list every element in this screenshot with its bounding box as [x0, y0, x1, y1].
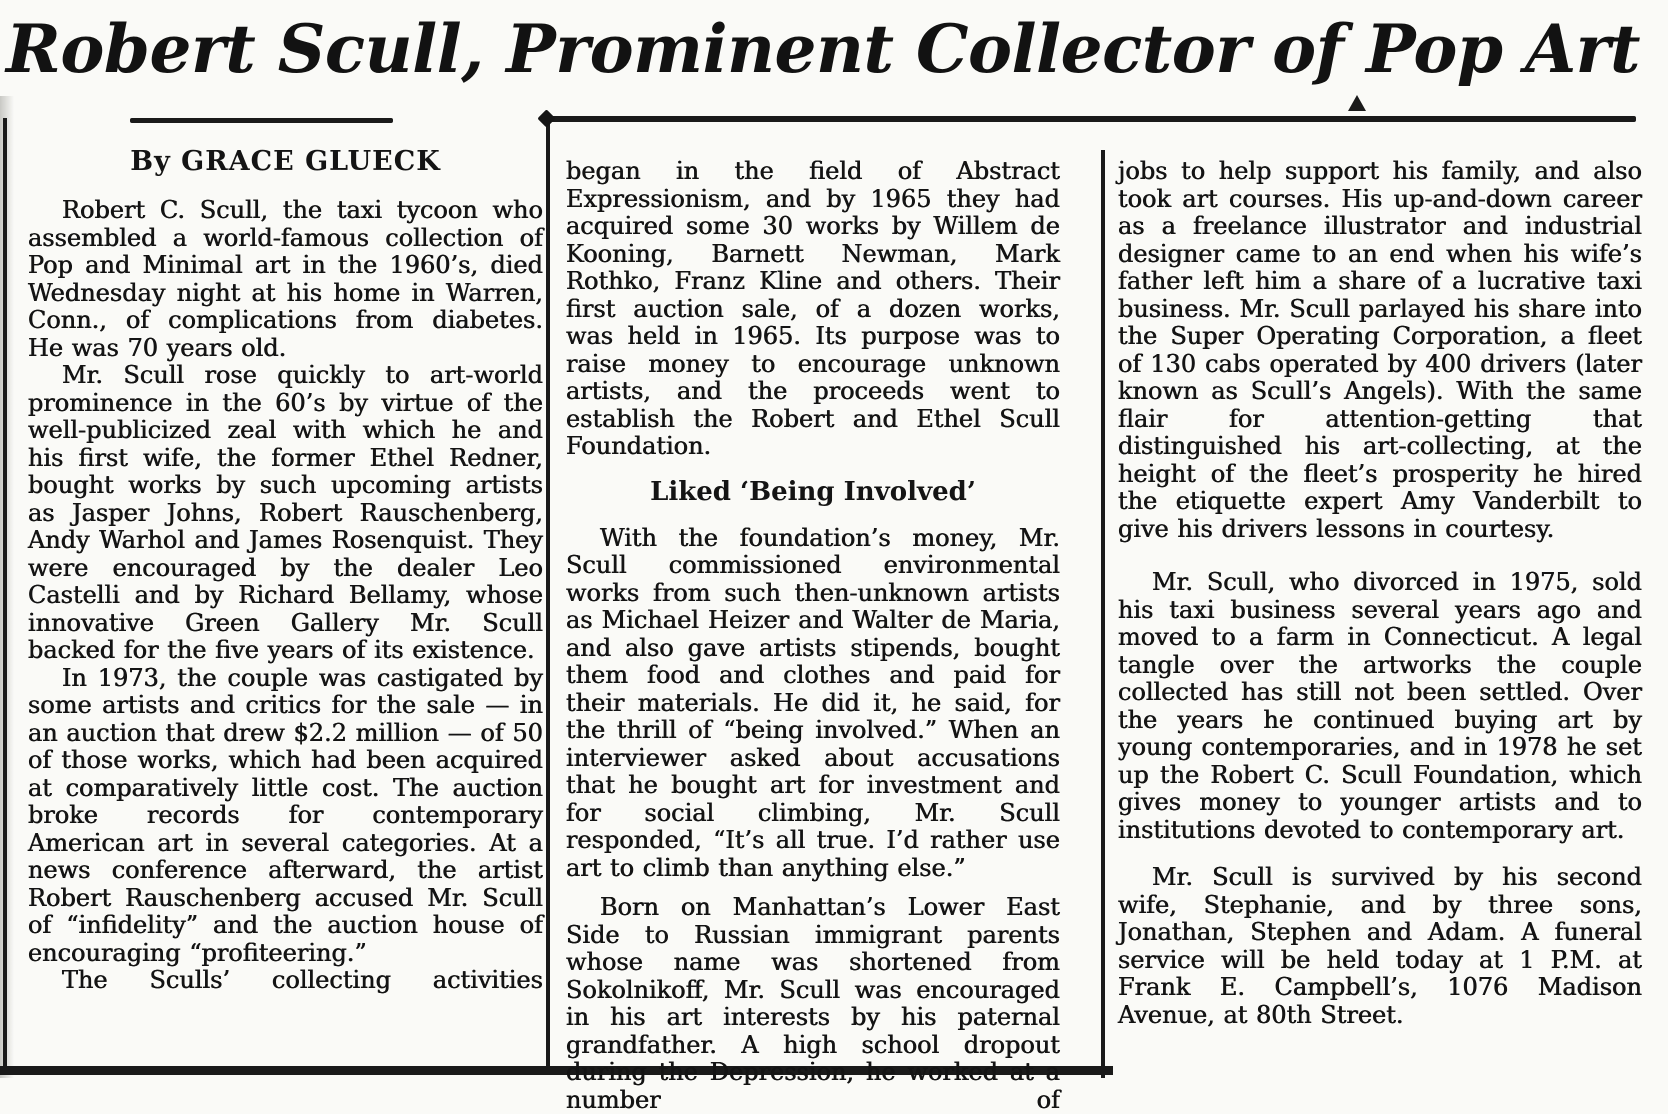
paragraph-continues: The Sculls’ collecting activities — [62, 966, 543, 994]
left-border-rule — [3, 118, 7, 1068]
paragraph: Mr. Scull rose quickly to art-world prominence in the 60’s by virtue of the well-publicized zeal with which he and his first wife, the former Ethel Redner, bought works by such upcoming artists as Jasper Johns, Robert Rauschenberg, Andy Warhol and James Rosenquist. They were encouraged by the dealer Leo Castelli and by Richard Bellamy, whose innovative Green Gallery Mr. Scull backed for the five years of its existence. — [28, 361, 543, 664]
paragraph-survivors: Mr. Scull is survived by his second wife, Stephanie, and by three sons, Jonathan, Stephen and Adam. A funeral service will be held today at 1 P.M. at Frank E. Campbell’s, 1076 Madison Avenue, at 80th Street. — [1118, 863, 1642, 1029]
paragraph-continuation: began in the field of Abstract Expressionism, and by 1965 they had acquired some 30 works by Willem de Kooning, Barnett Newman, Mark Rothko, Franz Kline and others. Their first auction sale, of a dozen works, was held in 1965. Its purpose was to raise money to encourage unknown artists, and the proceeds went to establish the Robert and Ethel Scull Foundation. — [566, 157, 1060, 460]
column-divider-2 — [1101, 150, 1105, 1078]
section-subhead: Liked ‘Being Involved’ — [650, 476, 976, 507]
paragraph: In 1973, the couple was castigated by some artists and critics for the sale — in an auction that drew $2.2 million — of 50 of those works, which had been acquired at comparatively little cost. The auction broke records for contemporary American art in several categories. At a news conference afterward, the artist Robert Rauschenberg accused Mr. Scull of “infidelity” and the auction house of encouraging “profiteering.” — [28, 663, 543, 967]
paragraph-intro: Robert C. Scull, the taxi tycoon who assembled a world-famous collection of Pop and Minimal art in the 1960’s, died Wednesday night at his home in Warren, Conn., of complications from diabetes. He was 70 years old. — [28, 196, 543, 362]
article-column-1 — [28, 146, 543, 995]
paragraph: With the foundation’s money, Mr. Scull commissioned environmental works from such then-unknown artists as Michael Heizer and Walter de Maria, and also gave artists stipends, bought them food and clothes and paid for their materials. He did it, he said, for the thrill of “being involved.” When an interviewer asked about accusations that he bought art for investment and for social climbing, Mr. Scull responded, “It’s all true. I’d rather use art to climb than anything else.” — [566, 523, 1060, 882]
article-column-3 — [1118, 158, 1642, 1029]
headline: Robert Scull, Prominent Collector of Pop Art — [6, 10, 1640, 88]
paragraph-continues: Born on Manhattan’s Lower East Side to Russian immigrant parents whose name was shortened from Sokolnikoff, Mr. Scull was encouraged in his art interests by his paternal grandfather. A high school dropout during the Depression, he worked at a number of — [566, 893, 1060, 1114]
divider-top-ornament — [537, 109, 555, 127]
article-column-2 — [566, 158, 1060, 1114]
column-divider-1 — [546, 118, 550, 1068]
print-artifact-triangle — [1348, 95, 1366, 111]
paragraph-continuation: jobs to help support his family, and also took art courses. His up-and-down career as a freelance illustrator and industrial designer came to an end when his wife’s father left him a share of a lucrative taxi business. Mr. Scull parlayed his share into the Super Operating Corporation, a fleet of 130 cabs operated by 400 drivers (later known as Scull’s Angels). With the same flair for attention-getting that distinguished his art-collecting, at the height of the fleet’s prosperity he hired the etiquette expert Amy Vanderbilt to give his drivers lessons in courtesy. — [1118, 157, 1642, 543]
top-rule — [545, 116, 1636, 122]
byline: By GRACE GLUECK — [130, 146, 441, 177]
paragraph: Mr. Scull, who divorced in 1975, sold his taxi business several years ago and moved to a farm in Connecticut. A legal tangle over the artworks the couple collected has still not been settled. Over the years he continued buying art by young contemporaries, and in 1978 he set up the Robert C. Scull Foundation, which gives money to younger artists and to institutions devoted to contemporary art. — [1118, 568, 1642, 844]
byline-top-rule — [130, 118, 393, 123]
